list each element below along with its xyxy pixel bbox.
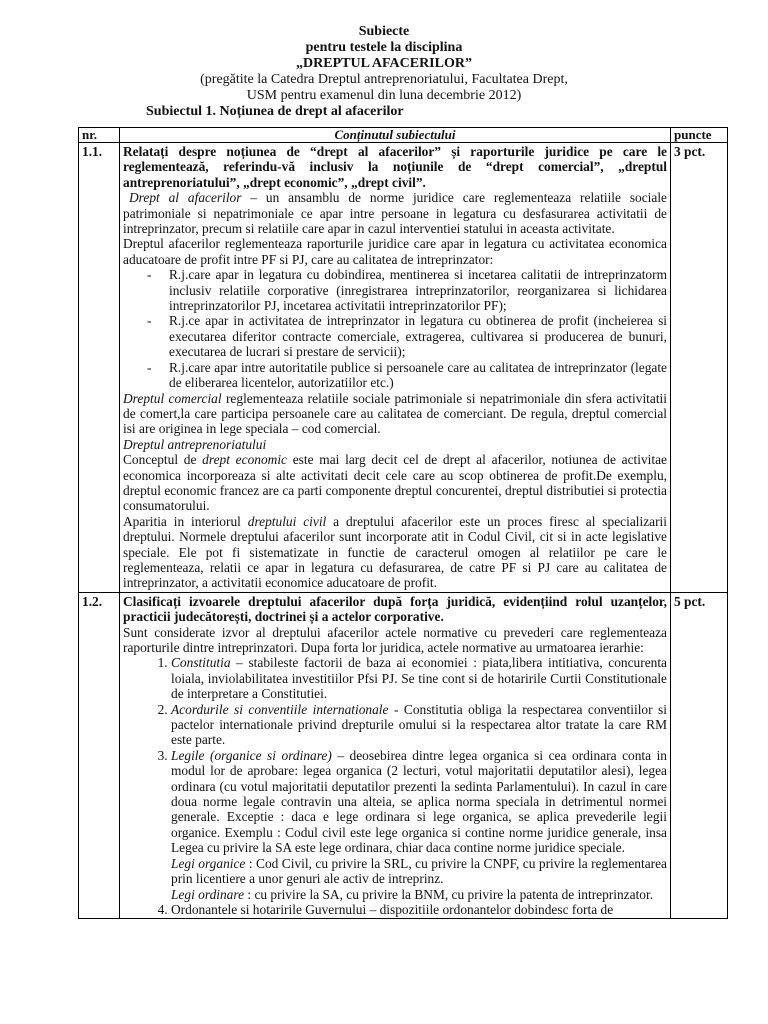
paragraph-text: reglementeaza relatiile sociale patrimoniale si nepatrimoniale din sfera activitatii de comert,la care participa persoanele care au calitatea de comerciant. De regula, dreptul comercial isi are originea in lege speciala – cod comercial. [123, 390, 667, 437]
numbered-list [123, 655, 667, 855]
dash-list [123, 267, 667, 390]
table-row [79, 592, 728, 919]
paragraph [123, 856, 667, 887]
list-item: - R.j.care apar intre autoritatile publice si persoanele care au calitatea de intreprinzator (legate de eliberarea licentelor, autorizatiilor etc.) [169, 360, 667, 391]
header-line-5: USM pentru examenul din luna decembrie 2012) [246, 88, 522, 103]
paragraph-text: : cu privire la SA, cu privire la BNM, cu privire la patenta de intreprinzator. [244, 886, 654, 902]
paragraph-text: – un ansamblu de norme juridice care reglementeaza relatiile sociale patrimoniale si nepatrimoniale ce apar intre persoane in legatura cu desfasurarea activitatii de intreprinzator, precum si relatiile care apar in cazul interventiei statului in aceasta activitate. [123, 190, 667, 237]
header-nr: nr. [79, 128, 120, 143]
header-content: Conținutul subiectului [120, 128, 671, 143]
list-item [171, 655, 667, 701]
document-header [0, 0, 768, 104]
row-points: 3 pct. [671, 143, 728, 593]
paragraph: Dreptul afacerilor reglementeaza raporturile juridice care apar in legatura cu activitatea economica aducatoare de profit intre PF si PJ, care au calitatea de intreprinzator: [123, 236, 667, 267]
header-line-3: „DREPTUL AFACERILOR” [296, 56, 472, 71]
subjects-table [78, 127, 728, 919]
row-content [120, 592, 671, 919]
paragraph: Sunt considerate izvor al dreptului afacerilor actele normative cu prevederi care reglementeaza raporturile dintre intreprinzatori. Dupa forta lor juridica, actele normative au urmatoarea ierarhie: [123, 624, 667, 655]
term: Legile (organice si ordinare) [171, 747, 332, 763]
header-points: puncte [671, 128, 728, 143]
list-item [171, 748, 667, 856]
paragraph [123, 452, 667, 514]
term: dreptului civil [247, 513, 327, 529]
table-row [79, 143, 728, 593]
paragraph-text: : Cod Civil, cu privire la SRL, cu privire la CNPF, cu privire la reglementarea prin licentiere a unor genuri ale activ de intreprinz. [171, 855, 667, 887]
paragraph-text: Conceptul de [123, 452, 203, 468]
term: Acordurile si conventiile internationale [171, 701, 389, 717]
paragraph [123, 887, 667, 902]
term: Drept al afacerilor [129, 190, 242, 206]
question-text: Relatați despre noțiunea de “drept al afacerilor” și raporturile juridice pe care le reglementează, referindu-vă inclusiv la noțiunile de “drept comercial”, „dreptul antreprenoriatului”, „drept economic”, „drept civil”. [123, 144, 667, 190]
list-item: - R.j.ce apar in activitatea de intreprinzator in legatura cu obtinerea de profit (incheierea si executarea diferitor contracte comerciale, extragerea, cultivarea si producerea de bunuri, executarea de lucrari si prestare de servicii); [169, 313, 667, 359]
paragraph-text: a dreptului afacerilor este un proces firesc al specializarii dreptului. Normele dreptului afacerilor sunt incorporate atit in Codul Civil, cit si in acte legislative speciale. Ele pot fi sistematizate in functie de caracterul omogen al relatiilor pe care le reglementeaza, relatii ce apar in legatura cu defasurarea, de catre PF si PJ care au calitatea de intreprinzator, a activitatii economice aducatoare de profit. [123, 513, 667, 591]
term: Legi ordinare [171, 886, 245, 902]
term: Dreptul antreprenoriatului [123, 436, 267, 452]
header-line-4: (pregătite la Catedra Dreptul antreprenoriatului, Facultatea Drept, [200, 72, 568, 87]
paragraph-text: - Constitutia obliga la respectarea conventiilor si pactelor internationale privind drepturile omului si la respectarea altor tratate la care RM este parte. [171, 701, 667, 748]
paragraph [123, 190, 667, 236]
list-item: - R.j.care apar in legatura cu dobindirea, mentinerea si incetarea calitatii de intreprinzatorm inclusiv relatiile corporative (inregistrarea intreprinzatorilor, reorganizarea si lichidarea intreprinzatorilor PJ, incetarea activitatii intreprinzatorilor PF); [169, 267, 667, 313]
header-line-2: pentru testele la disciplina [305, 40, 463, 55]
subject-title: Subiectul 1. Noțiunea de drept al afacerilor [146, 104, 404, 119]
row-content [120, 143, 671, 593]
paragraph [123, 514, 667, 591]
term: Legi organice [171, 855, 246, 871]
table-header-row [79, 128, 728, 143]
term: Dreptul comercial [123, 390, 222, 406]
list-item: 4. Ordonantele si hotaririle Guvernului – dispozitiile ordonantelor dobindesc forta de [171, 902, 667, 917]
header-line-1: Subiecte [358, 24, 410, 39]
row-points: 5 pct. [671, 592, 728, 919]
paragraph [123, 437, 667, 452]
paragraph [123, 391, 667, 437]
paragraph-text: – deosebirea dintre legea organica si cea ordinara conta in modul lor de aprobare: legea organica (2 lecturi, votul majoritatii deputatilor alesi), legea ordinara (cu votul majoritatii deputatilor prezenti la sedinta Parlamentului). In cazul in care doua norme legale contravin una alteia, se aplica norma speciala in detrimentul normei generale. Exceptie : daca e lege ordinara si lege organica, se aplica prevederile legii organice. Exemplu : Codul civil este lege organica si contine norme juridice generale, insa Legea cu privire la SA este lege ordinara, chiar daca contine norme juridice speciale. [171, 747, 667, 856]
question-text: Clasificați izvoarele dreptului afacerilor după forța juridică, evidențiind rolul uzanțelor, practicii judecătorești, doctrinei și a actelor corporative. [123, 593, 667, 625]
paragraph-text: Aparitia in interiorul [123, 513, 248, 529]
term: drept economic [202, 452, 287, 468]
row-number: 1.2. [79, 592, 120, 919]
term: Constitutia [171, 655, 231, 671]
row-number: 1.1. [79, 143, 120, 593]
paragraph-text: – stabileste factorii de baza ai economiei : piata,libera intitiativa, concurenta loiala, inviolabilitatea investitiilor Pfsi PJ. Se tine cont si de hotaririle Curtii Constitutionale de interpretare a Constitutiei. [171, 655, 667, 702]
numbered-list [123, 902, 667, 917]
paragraph-text: este mai larg decit cel de drept al afacerilor, notiunea de activitae economica incorporeaza si alte activitati decit cele care au scop obtinerea de profit.De exemplu, dreptul economic francez are ca parti componente dreptul concurentei, dreptul distributiei si protectia consumatorului. [123, 452, 668, 514]
list-item [171, 702, 667, 748]
